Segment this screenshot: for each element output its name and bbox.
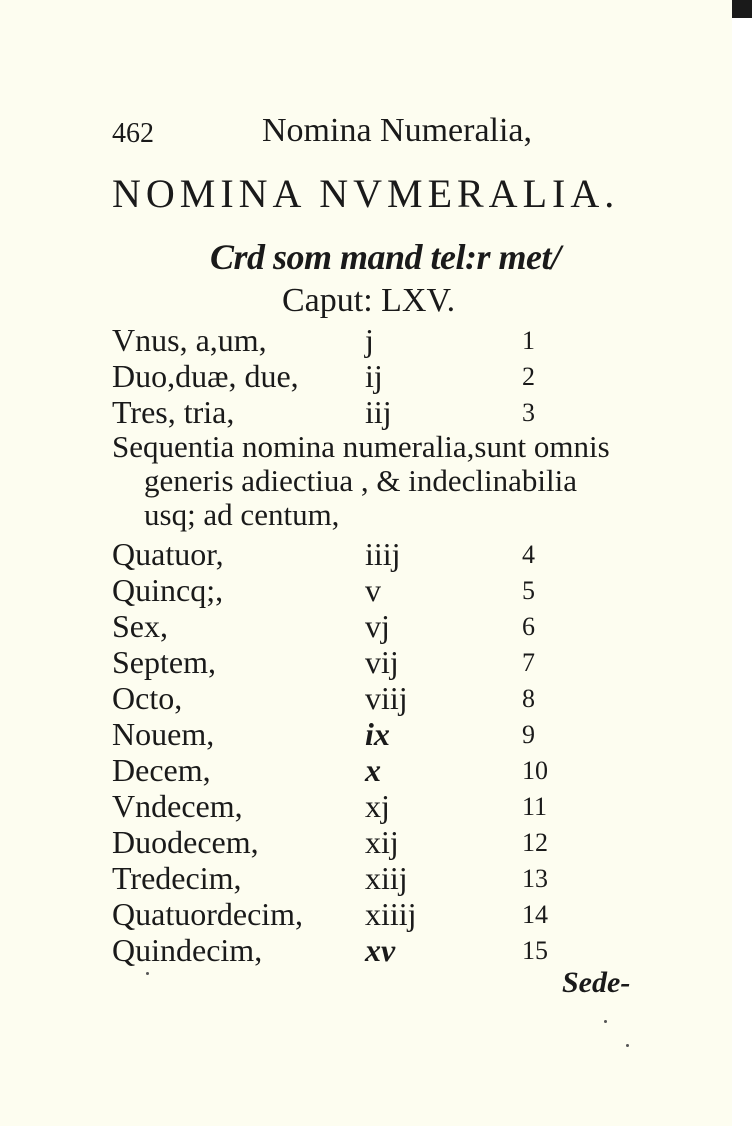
numeral-word: Decem, xyxy=(112,752,211,788)
arabic-numeral: 11 xyxy=(522,792,548,821)
arabic-numeral: 2 xyxy=(522,362,535,391)
roman-numeral: xv xyxy=(365,932,396,968)
arabic-numeral: 3 xyxy=(522,398,535,427)
running-title: Nomina Numeralia, xyxy=(262,112,533,149)
roman-numeral: vj xyxy=(365,608,390,644)
arabic-numeral: 6 xyxy=(522,612,535,641)
numeral-word: Duodecem, xyxy=(112,824,259,860)
grammar-note xyxy=(112,430,652,532)
roman-numeral: iiij xyxy=(365,536,401,572)
arabic-numeral: 4 xyxy=(522,540,535,569)
numeral-word: Nouem, xyxy=(112,716,215,752)
roman-numeral: xj xyxy=(365,788,390,824)
numeral-word: Septem, xyxy=(112,644,216,680)
numeral-word: Quatuordecim, xyxy=(112,896,304,932)
print-speck xyxy=(146,972,149,975)
catchword: Sede- xyxy=(562,966,631,999)
page-number: 462 xyxy=(112,118,154,149)
numeral-word: Octo, xyxy=(112,680,183,716)
print-speck xyxy=(626,1044,629,1047)
chapter-heading: Caput: LXV. xyxy=(282,282,456,319)
numeral-word: Duo,duæ, due, xyxy=(112,358,299,394)
blackletter-heading: Crd som mand tel:r met/ xyxy=(210,237,561,277)
numeral-word: Quatuor, xyxy=(112,536,224,572)
roman-numeral: viij xyxy=(365,680,408,716)
running-head xyxy=(112,112,632,152)
note-line: usq; ad centum, xyxy=(144,497,340,532)
arabic-numeral: 5 xyxy=(522,576,535,605)
numeral-word: Quincq;, xyxy=(112,572,224,608)
arabic-numeral: 14 xyxy=(522,900,548,929)
note-line: Sequentia nomina numeralia,sunt omnis xyxy=(112,429,610,464)
roman-numeral: v xyxy=(365,572,381,608)
arabic-numeral: 7 xyxy=(522,648,535,677)
roman-numeral: vij xyxy=(365,644,399,680)
numeral-word: Vndecem, xyxy=(112,788,243,824)
print-speck xyxy=(604,1020,607,1023)
roman-numeral: ij xyxy=(365,358,383,394)
numeral-word: Tredecim, xyxy=(112,860,242,896)
numeral-word: Quindecim, xyxy=(112,932,263,968)
arabic-numeral: 8 xyxy=(522,684,535,713)
numeral-word: Sex, xyxy=(112,608,168,644)
roman-numeral: xiiij xyxy=(365,896,417,932)
numeral-word: Tres, tria, xyxy=(112,394,235,430)
arabic-numeral: 15 xyxy=(522,936,548,965)
main-title: NOMINA NVMERALIA. xyxy=(112,171,620,216)
roman-numeral: x xyxy=(365,752,381,788)
arabic-numeral: 13 xyxy=(522,864,548,893)
roman-numeral: iij xyxy=(365,394,392,430)
arabic-numeral: 1 xyxy=(522,326,535,355)
roman-numeral: j xyxy=(365,322,374,358)
arabic-numeral: 10 xyxy=(522,756,548,785)
arabic-numeral: 12 xyxy=(522,828,548,857)
arabic-numeral: 9 xyxy=(522,720,535,749)
note-line: generis adiectiua , & indeclinabilia xyxy=(144,463,577,498)
roman-numeral: xiij xyxy=(365,860,408,896)
numeral-word: Vnus, a,um, xyxy=(112,322,267,358)
roman-numeral: xij xyxy=(365,824,399,860)
roman-numeral: ix xyxy=(365,716,390,752)
